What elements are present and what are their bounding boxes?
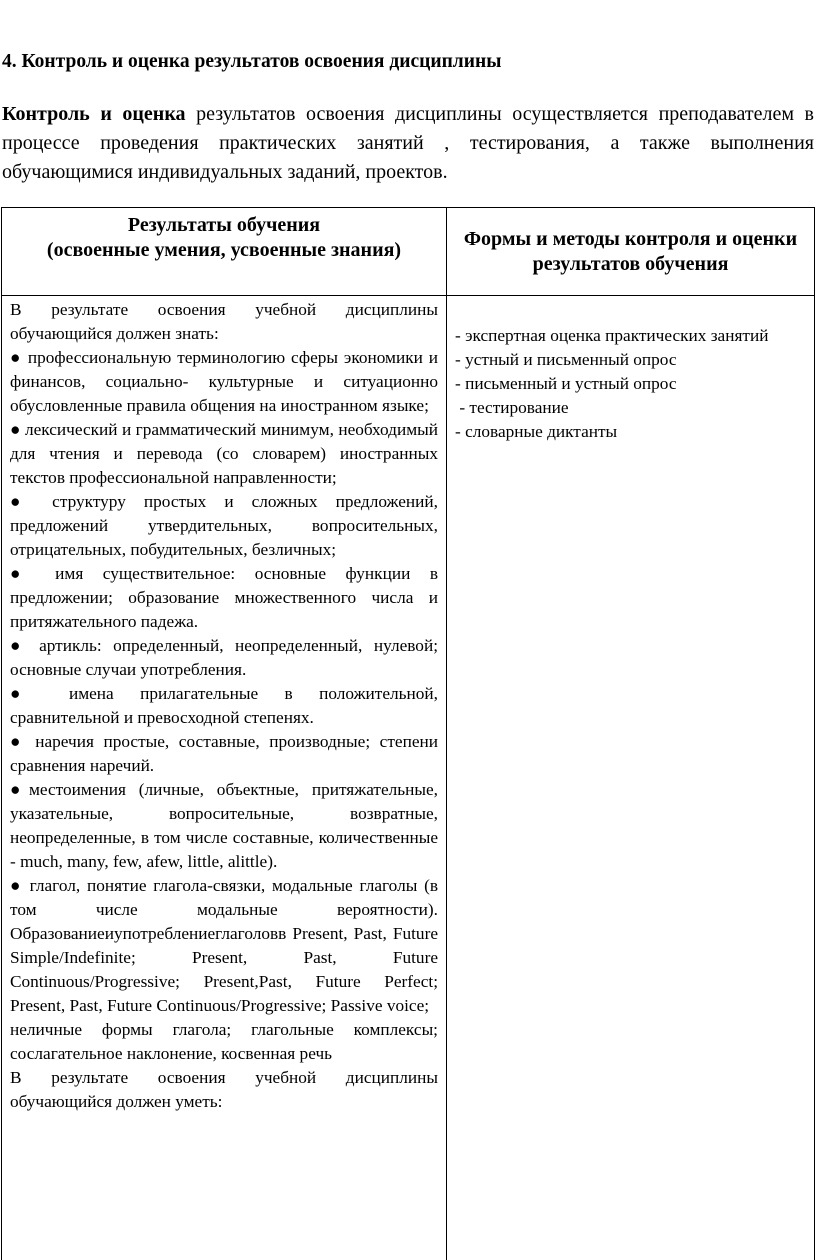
list-item: - тестирование [455, 398, 569, 417]
list-item: ● имя существительное: основные функции в предложении; образование множественного числа и притяжательного падежа. [10, 564, 438, 631]
header-control-methods [447, 208, 815, 296]
control-methods-cell [447, 296, 815, 1260]
header-right-text: Формы и методы контроля и оценки результатов обучения [463, 227, 798, 275]
intro-text: результатов освоения дисциплины осуществляется преподавателем в процессе проведения практических занятий , тестирования, а также выполнения обучающимися индивидуальных заданий, проектов. [2, 103, 814, 183]
list-item: ● профессиональную терминологию сферы экономики и финансов, социально- культурные и ситуационно обусловленные правила общения на иностранном языке; [10, 348, 438, 415]
list-item: ● лексический и грамматический минимум, необходимый для чтения и перевода (со словарем) иностранных текстов профессиональной направленности; [10, 420, 438, 487]
header-left-line2: (освоенные умения, усвоенные знания) [46, 239, 402, 261]
header-left-line1: Результаты обучения [127, 214, 321, 236]
list-item: ●местоимения (личные, объектные, притяжательные, указательные, вопросительные, возвратные, неопределенные, в том числе составные, количественные - much, many, few, afew, little, alittle). [10, 780, 438, 871]
header-learning-results [2, 208, 447, 296]
intro-paragraph [2, 100, 814, 187]
learning-results-cell [2, 296, 447, 1260]
list-item: - письменный и устный опрос [455, 374, 677, 393]
list-item: - экспертная оценка практических занятий [455, 326, 769, 345]
list-item: ● наречия простые, составные, производные; степени сравнения наречий. [10, 732, 438, 775]
section-heading: 4. Контроль и оценка результатов освоения дисциплины [2, 51, 502, 72]
list-item: - словарные диктанты [455, 422, 618, 441]
list-item: В результате освоения учебной дисциплины обучающийся должен знать: [10, 300, 438, 343]
list-item: В результате освоения учебной дисциплины обучающийся должен уметь: [10, 1068, 438, 1111]
table-row [2, 296, 815, 1260]
list-item: - устный и письменный опрос [455, 350, 677, 369]
list-item: ● артикль: определенный, неопределенный, нулевой; основные случаи употребления. [10, 636, 438, 679]
results-table [1, 207, 815, 1260]
list-item: неличные формы глагола; глагольные комплексы; сослагательное наклонение, косвенная речь [10, 1020, 438, 1063]
list-item: ● имена прилагательные в положительной, сравнительной и превосходной степенях. [10, 684, 438, 727]
list-item: ● глагол, понятие глагола-связки, модальные глаголы (в том числе модальные вероятности). Образованиеиупотреблениеглаголовв Present, Past, Future Simple/Indefinite; Present, Past, Future Continuous/Progressive; Present,Past, Future Perfect; Present, Past, Future Continuous/Progressive; Passive voice; [10, 876, 438, 1015]
list-item: ● структуру простых и сложных предложений, предложений утвердительных, вопросительных, отрицательных, побудительных, безличных; [10, 492, 438, 559]
intro-bold-lead: Контроль и оценка [2, 103, 186, 125]
table-header-row [2, 208, 815, 296]
